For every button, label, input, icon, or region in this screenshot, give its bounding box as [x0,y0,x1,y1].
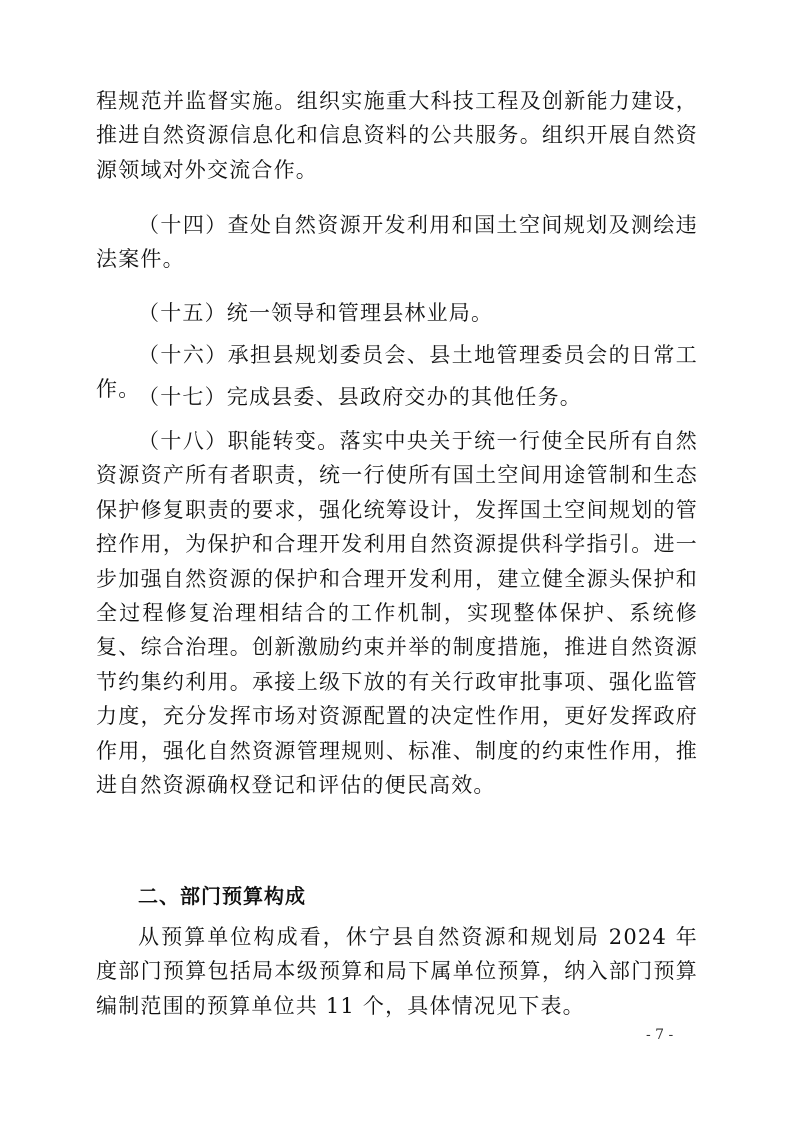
section-paragraph: 从预算单位构成看，休宁县自然资源和规划局 2024 年度部门预算包括局本级预算和局下属单位预算，纳入部门预算编制范围的预算单位共 11 个，具体情况见下表。 [96,925,698,1018]
paragraph-item-17: （十七）完成县委、县政府交办的其他任务。 [138,385,582,409]
paragraph-item-16: （十六）承担县规划委员会、县土地管理委员会的日常工作。 [96,343,698,402]
paragraph-item-14: （十四）查处自然资源开发利用和国土空间规划及测绘违法案件。 [96,213,698,272]
page-number: - 7 - [646,1027,674,1043]
paragraph-item-18: （十八）职能转变。落实中央关于统一行使全民所有自然资源资产所有者职责，统一行使所有国土空间用途管制和生态保护修复职责的要求，强化统筹设计，发挥国土空间规划的管控作用，为保护和合理开发利用自然资源提供科学指引。进一步加强自然资源的保护和合理开发利用，建立健全源头保护和全过程修复治理相结合的工作机制，实现整体保护、系统修复、综合治理。创新激励约束并举的制度措施，推进自然资源节约集约利用。承接上级下放的有关行政审批事项、强化监管力度，充分发挥市场对资源配置的决定性作用，更好发挥政府作用，强化自然资源管理规则、标准、制度的约束性作用，推进自然资源确权登记和评估的便民高效。 [96,429,698,798]
section-heading: 二、部门预算构成 [138,884,306,908]
paragraph-continued: 程规范并监督实施。组织实施重大科技工程及创新能力建设，推进自然资源信息化和信息资料的公共服务。组织开展自然资源领域对外交流合作。 [96,89,698,182]
paragraph-item-15: （十五）统一领导和管理县林业局。 [138,301,494,325]
